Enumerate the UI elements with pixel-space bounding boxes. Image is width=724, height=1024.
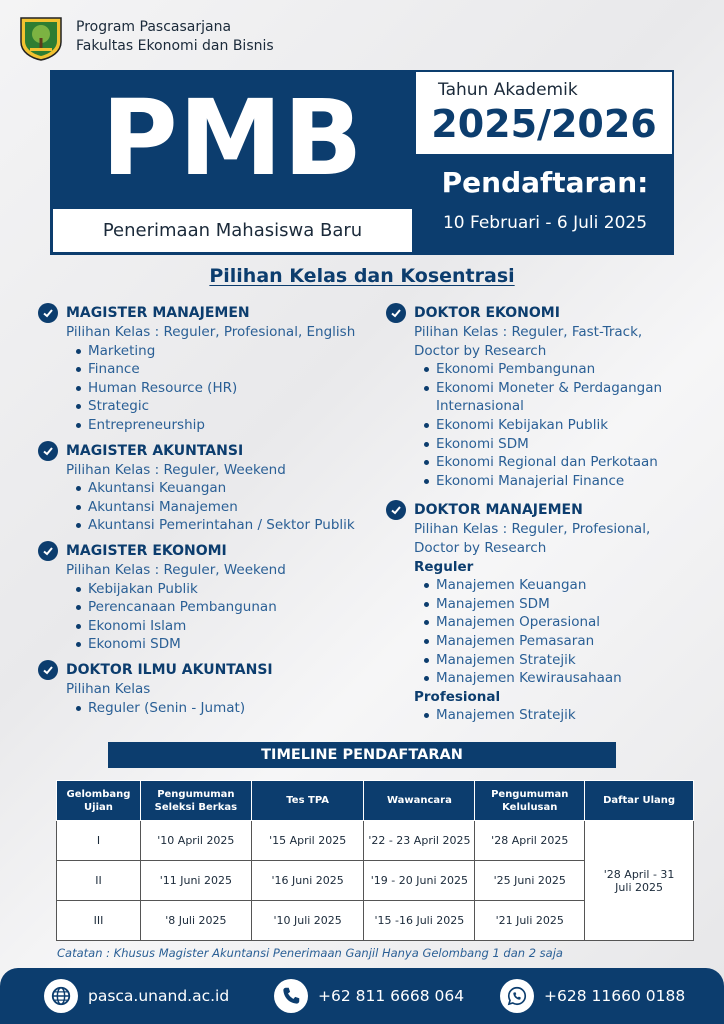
check-circle-icon (38, 441, 58, 461)
year-label: Tahun Akademik (438, 80, 578, 100)
whatsapp-text[interactable]: +628 11660 0188 (544, 987, 686, 1005)
column-header: Daftar Ulang (585, 781, 694, 821)
list-item: Finance (76, 360, 378, 379)
table-cell: '19 - 20 Juni 2025 (364, 861, 475, 901)
whatsapp-icon (500, 979, 534, 1013)
program-name: DOKTOR EKONOMI (414, 305, 560, 321)
pmb-title: PMB (101, 77, 364, 199)
program-magister-manajemen (38, 303, 378, 435)
timeline-title (108, 742, 616, 768)
programs-left-column (38, 303, 378, 723)
list-item: Entrepreneurship (76, 416, 378, 435)
hero-subtitle: Penerimaan Mahasiswa Baru (102, 220, 363, 241)
table-cell: '28 April 2025 (475, 821, 585, 861)
program-kelas: Pilihan Kelas : Reguler, Profesional, English (66, 324, 356, 340)
table-cell: '22 - 23 April 2025 (364, 821, 475, 861)
table-cell: II (57, 861, 141, 901)
table-header-row (57, 781, 694, 821)
footer-phone[interactable] (274, 979, 464, 1013)
section-title-text: Pilihan Kelas dan Kosentrasi (209, 265, 515, 287)
program-name: MAGISTER MANAJEMEN (66, 305, 250, 321)
list-item: Manajemen Pemasaran (424, 632, 716, 651)
website-text[interactable]: pasca.unand.ac.id (88, 987, 230, 1005)
table-cell: '10 Juli 2025 (251, 901, 364, 941)
table-cell: '15 April 2025 (251, 821, 364, 861)
hero-subtitle-box (50, 206, 415, 255)
program-kelas: Pilihan Kelas : Reguler, Weekend (66, 561, 286, 578)
subgroup-heading: Profesional (414, 688, 501, 705)
column-header: Gelombang Ujian (57, 781, 141, 821)
check-circle-icon (38, 541, 58, 561)
list-item: Ekonomi SDM (424, 435, 716, 454)
phone-icon (274, 979, 308, 1013)
column-header: Tes TPA (251, 781, 364, 821)
list-item: Ekonomi Regional dan Perkotaan (424, 453, 716, 472)
table-cell: '10 April 2025 (140, 821, 251, 861)
university-logo-icon (16, 12, 66, 62)
daftar-ulang-cell: '28 April - 31 Juli 2025 (585, 821, 694, 941)
header (16, 12, 274, 62)
list-item: Manajemen SDM (424, 595, 716, 614)
table-cell: '8 Juli 2025 (140, 901, 251, 941)
section-title (0, 265, 724, 287)
list-item: Kebijakan Publik (76, 580, 378, 599)
list-item: Akuntansi Pemerintahan / Sektor Publik (76, 516, 378, 535)
list-item: Ekonomi Pembangunan (424, 360, 716, 379)
table-cell: I (57, 821, 141, 861)
table-row (57, 821, 694, 861)
program-name: MAGISTER EKONOMI (66, 542, 227, 559)
check-circle-icon (386, 303, 406, 323)
program-magister-ekonomi (38, 541, 378, 654)
institution-line-2: Fakultas Ekonomi dan Bisnis (76, 38, 274, 54)
check-circle-icon (38, 303, 58, 323)
program-name: DOKTOR MANAJEMEN (414, 502, 583, 519)
footnote: Catatan : Khusus Magister Akuntansi Penerimaan Ganjil Hanya Gelombang 1 dan 2 saja (57, 946, 563, 960)
footer-website[interactable] (44, 979, 229, 1013)
program-kelas: Doctor by Research (414, 342, 547, 359)
subgroup-heading: Reguler (414, 558, 474, 575)
program-kelas: Pilihan Kelas : Reguler, Profesional, (414, 521, 651, 538)
table-cell: '25 Juni 2025 (475, 861, 585, 901)
list-item: Manajemen Kewirausahaan (424, 669, 716, 688)
institution-line-1: Program Pascasarjana (76, 19, 232, 35)
list-item: Ekonomi Moneter & Perdagangan (424, 379, 716, 398)
list-item: Ekonomi SDM (76, 635, 378, 654)
list-item: Marketing (76, 342, 378, 361)
program-magister-akuntansi (38, 441, 378, 535)
list-item-continuation: Internasional (436, 398, 524, 415)
timeline-title-text: TIMELINE PENDAFTARAN (261, 747, 463, 763)
list-item: Strategic (76, 397, 378, 416)
list-item: Ekonomi Manajerial Finance (424, 472, 716, 491)
program-kelas: Pilihan Kelas (66, 680, 151, 697)
list-item: Akuntansi Manajemen (76, 498, 378, 517)
program-kelas: Pilihan Kelas : Reguler, Weekend (66, 461, 286, 478)
table-cell: III (57, 901, 141, 941)
program-name: MAGISTER AKUNTANSI (66, 442, 244, 459)
list-item: Ekonomi Kebijakan Publik (424, 416, 716, 435)
column-header: Pengumuman Kelulusan (475, 781, 585, 821)
phone-text[interactable]: +62 811 6668 064 (318, 987, 465, 1005)
list-item: Human Resource (HR) (76, 379, 378, 398)
program-kelas: Doctor by Research (414, 539, 547, 556)
program-kelas: Pilihan Kelas : Reguler, Fast-Track, (414, 324, 643, 340)
programs-right-column (386, 303, 716, 731)
list-item: Reguler (Senin - Jumat) (76, 699, 378, 718)
list-item: Manajemen Stratejik (424, 651, 716, 670)
registration-dates: 10 Februari - 6 Juli 2025 (442, 213, 648, 233)
column-header: Pengumuman Seleksi Berkas (140, 781, 251, 821)
table-cell: '15 -16 Juli 2025 (364, 901, 475, 941)
list-item: Ekonomi Islam (76, 617, 378, 636)
list-item: Manajemen Keuangan (424, 576, 716, 595)
academic-year: 2025/2026 (431, 102, 657, 146)
list-item: Manajemen Stratejik (424, 706, 716, 725)
program-doktor-ekonomi (386, 303, 716, 490)
list-item: Manajemen Operasional (424, 613, 716, 632)
globe-icon (44, 979, 78, 1013)
footer-whatsapp[interactable] (500, 979, 685, 1013)
table-cell: '11 Juni 2025 (140, 861, 251, 901)
timeline-table (56, 780, 694, 941)
table-cell: '16 Juni 2025 (251, 861, 364, 901)
program-name: DOKTOR ILMU AKUNTANSI (66, 661, 273, 678)
list-item: Akuntansi Keuangan (76, 479, 378, 498)
program-doktor-ilmu-akuntansi (38, 660, 378, 717)
column-header: Wawancara (364, 781, 475, 821)
list-item: Perencanaan Pembangunan (76, 598, 378, 617)
check-circle-icon (38, 660, 58, 680)
table-cell: '21 Juli 2025 (475, 901, 585, 941)
check-circle-icon (386, 500, 406, 520)
registration-label: Pendaftaran: (441, 166, 649, 199)
program-doktor-manajemen (386, 500, 716, 725)
